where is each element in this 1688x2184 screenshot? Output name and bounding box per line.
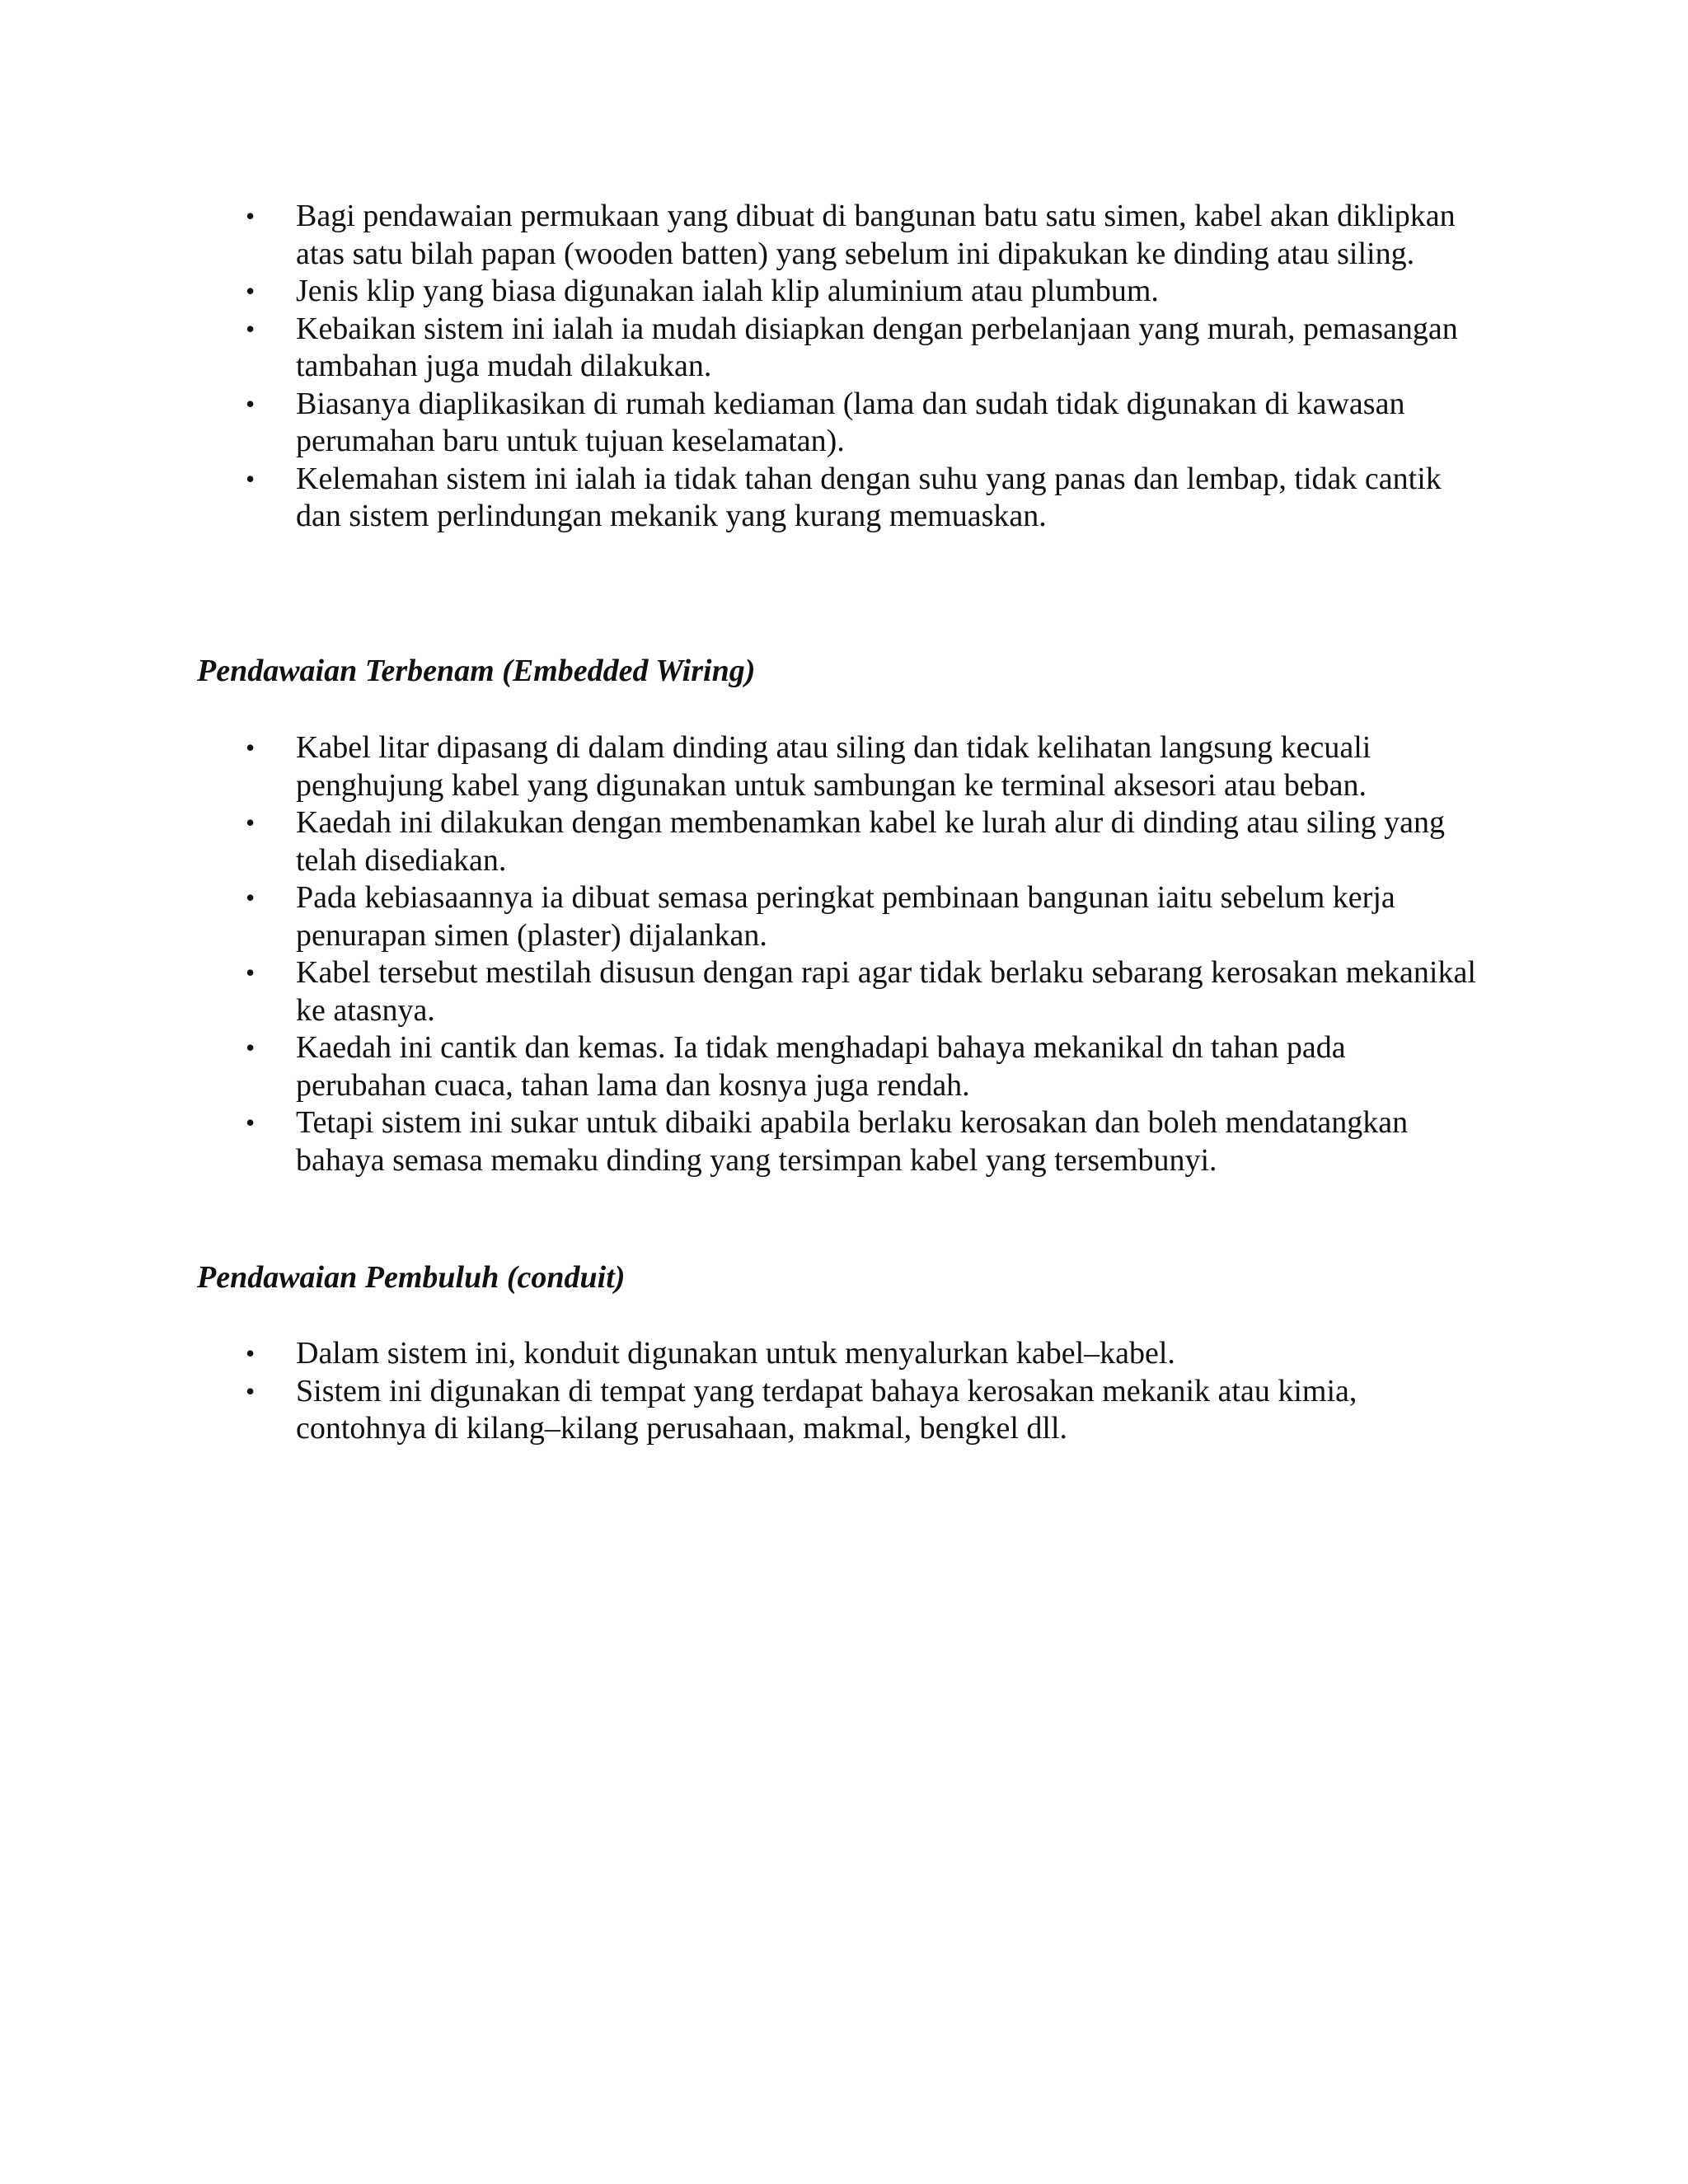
list-item bbox=[0, 198, 1483, 273]
section-heading-conduit-wiring: Pendawaian Pembuluh (conduit) bbox=[197, 1260, 626, 1295]
bullet-icon: • bbox=[246, 463, 256, 494]
list-item bbox=[0, 1029, 1483, 1104]
bullet-icon: • bbox=[246, 1108, 256, 1137]
section-heading-embedded-wiring: Pendawaian Terbenam (Embedded Wiring) bbox=[197, 654, 756, 688]
list-item-text: Bagi pendawaian permukaan yang dibuat di bangunan batu satu simen, kabel akan diklipkan atas satu bilah papan (wooden batten) yang sebelum ini dipakukan ke dinding atau siling. bbox=[296, 199, 1456, 271]
list-item bbox=[0, 311, 1483, 386]
bullet-icon: • bbox=[246, 388, 256, 419]
bullet-icon: • bbox=[246, 313, 256, 344]
bullet-icon: • bbox=[246, 276, 256, 306]
list-item bbox=[0, 954, 1483, 1029]
list-item-text: Sistem ini digunakan di tempat yang terdapat bahaya kerosakan mekanik atau kimia, contohnya di kilang–kilang perusahaan, makmal, bengkel dll. bbox=[296, 1373, 1357, 1446]
bullet-icon: • bbox=[246, 808, 256, 837]
bullet-icon: • bbox=[246, 1376, 256, 1406]
bullet-icon: • bbox=[246, 1338, 256, 1368]
embedded-wiring-list bbox=[0, 729, 1483, 1179]
list-item bbox=[0, 386, 1483, 461]
list-item-text: Tetapi sistem ini sukar untuk dibaiki apabila berlaku kerosakan dan boleh mendatangkan bahaya semasa memaku dinding yang tersimpan kabel yang tersembunyi. bbox=[296, 1105, 1409, 1178]
list-item-text: Kaedah ini dilakukan dengan membenamkan kabel ke lurah alur di dinding atau siling yang telah disediakan. bbox=[296, 805, 1445, 878]
list-item-text: Kabel litar dipasang di dalam dinding atau siling dan tidak kelihatan langsung kecuali penghujung kabel yang digunakan untuk sambungan ke terminal aksesori atau beban. bbox=[296, 730, 1372, 803]
list-item bbox=[0, 273, 1483, 311]
list-item bbox=[0, 729, 1483, 804]
list-item-text: Jenis klip yang biasa digunakan ialah klip aluminium atau plumbum. bbox=[296, 274, 1159, 308]
list-item-text: Kelemahan sistem ini ialah ia tidak tahan dengan suhu yang panas dan lembap, tidak cantik dan sistem perlindungan mekanik yang kurang memuaskan. bbox=[296, 461, 1442, 533]
bullet-icon: • bbox=[246, 1033, 256, 1062]
conduit-wiring-list bbox=[0, 1335, 1483, 1448]
list-item bbox=[0, 1335, 1483, 1373]
list-item bbox=[0, 879, 1483, 954]
surface-wiring-list bbox=[0, 198, 1483, 536]
list-item-text: Kaedah ini cantik dan kemas. Ia tidak menghadapi bahaya mekanikal dn tahan pada perubahan cuaca, tahan lama dan kosnya juga rendah. bbox=[296, 1030, 1346, 1103]
list-item bbox=[0, 804, 1483, 879]
list-item-text: Biasanya diaplikasikan di rumah kediaman (lama dan sudah tidak digunakan di kawasan perumahan baru untuk tujuan keselamatan). bbox=[296, 386, 1405, 458]
list-item-text: Kebaikan sistem ini ialah ia mudah disiapkan dengan perbelanjaan yang murah, pemasangan tambahan juga mudah dilakukan. bbox=[296, 311, 1458, 383]
list-item-text: Dalam sistem ini, konduit digunakan untuk menyalurkan kabel–kabel. bbox=[296, 1336, 1175, 1371]
list-item-text: Pada kebiasaannya ia dibuat semasa peringkat pembinaan bangunan iaitu sebelum kerja penurapan simen (plaster) dijalankan. bbox=[296, 880, 1395, 953]
bullet-icon: • bbox=[246, 201, 256, 231]
bullet-icon: • bbox=[246, 733, 256, 762]
list-item bbox=[0, 1104, 1483, 1179]
bullet-icon: • bbox=[246, 958, 256, 987]
bullet-icon: • bbox=[246, 883, 256, 912]
list-item-text: Kabel tersebut mestilah disusun dengan rapi agar tidak berlaku sebarang kerosakan mekanikal ke atasnya. bbox=[296, 955, 1476, 1028]
list-item bbox=[0, 1373, 1483, 1448]
list-item bbox=[0, 461, 1483, 536]
